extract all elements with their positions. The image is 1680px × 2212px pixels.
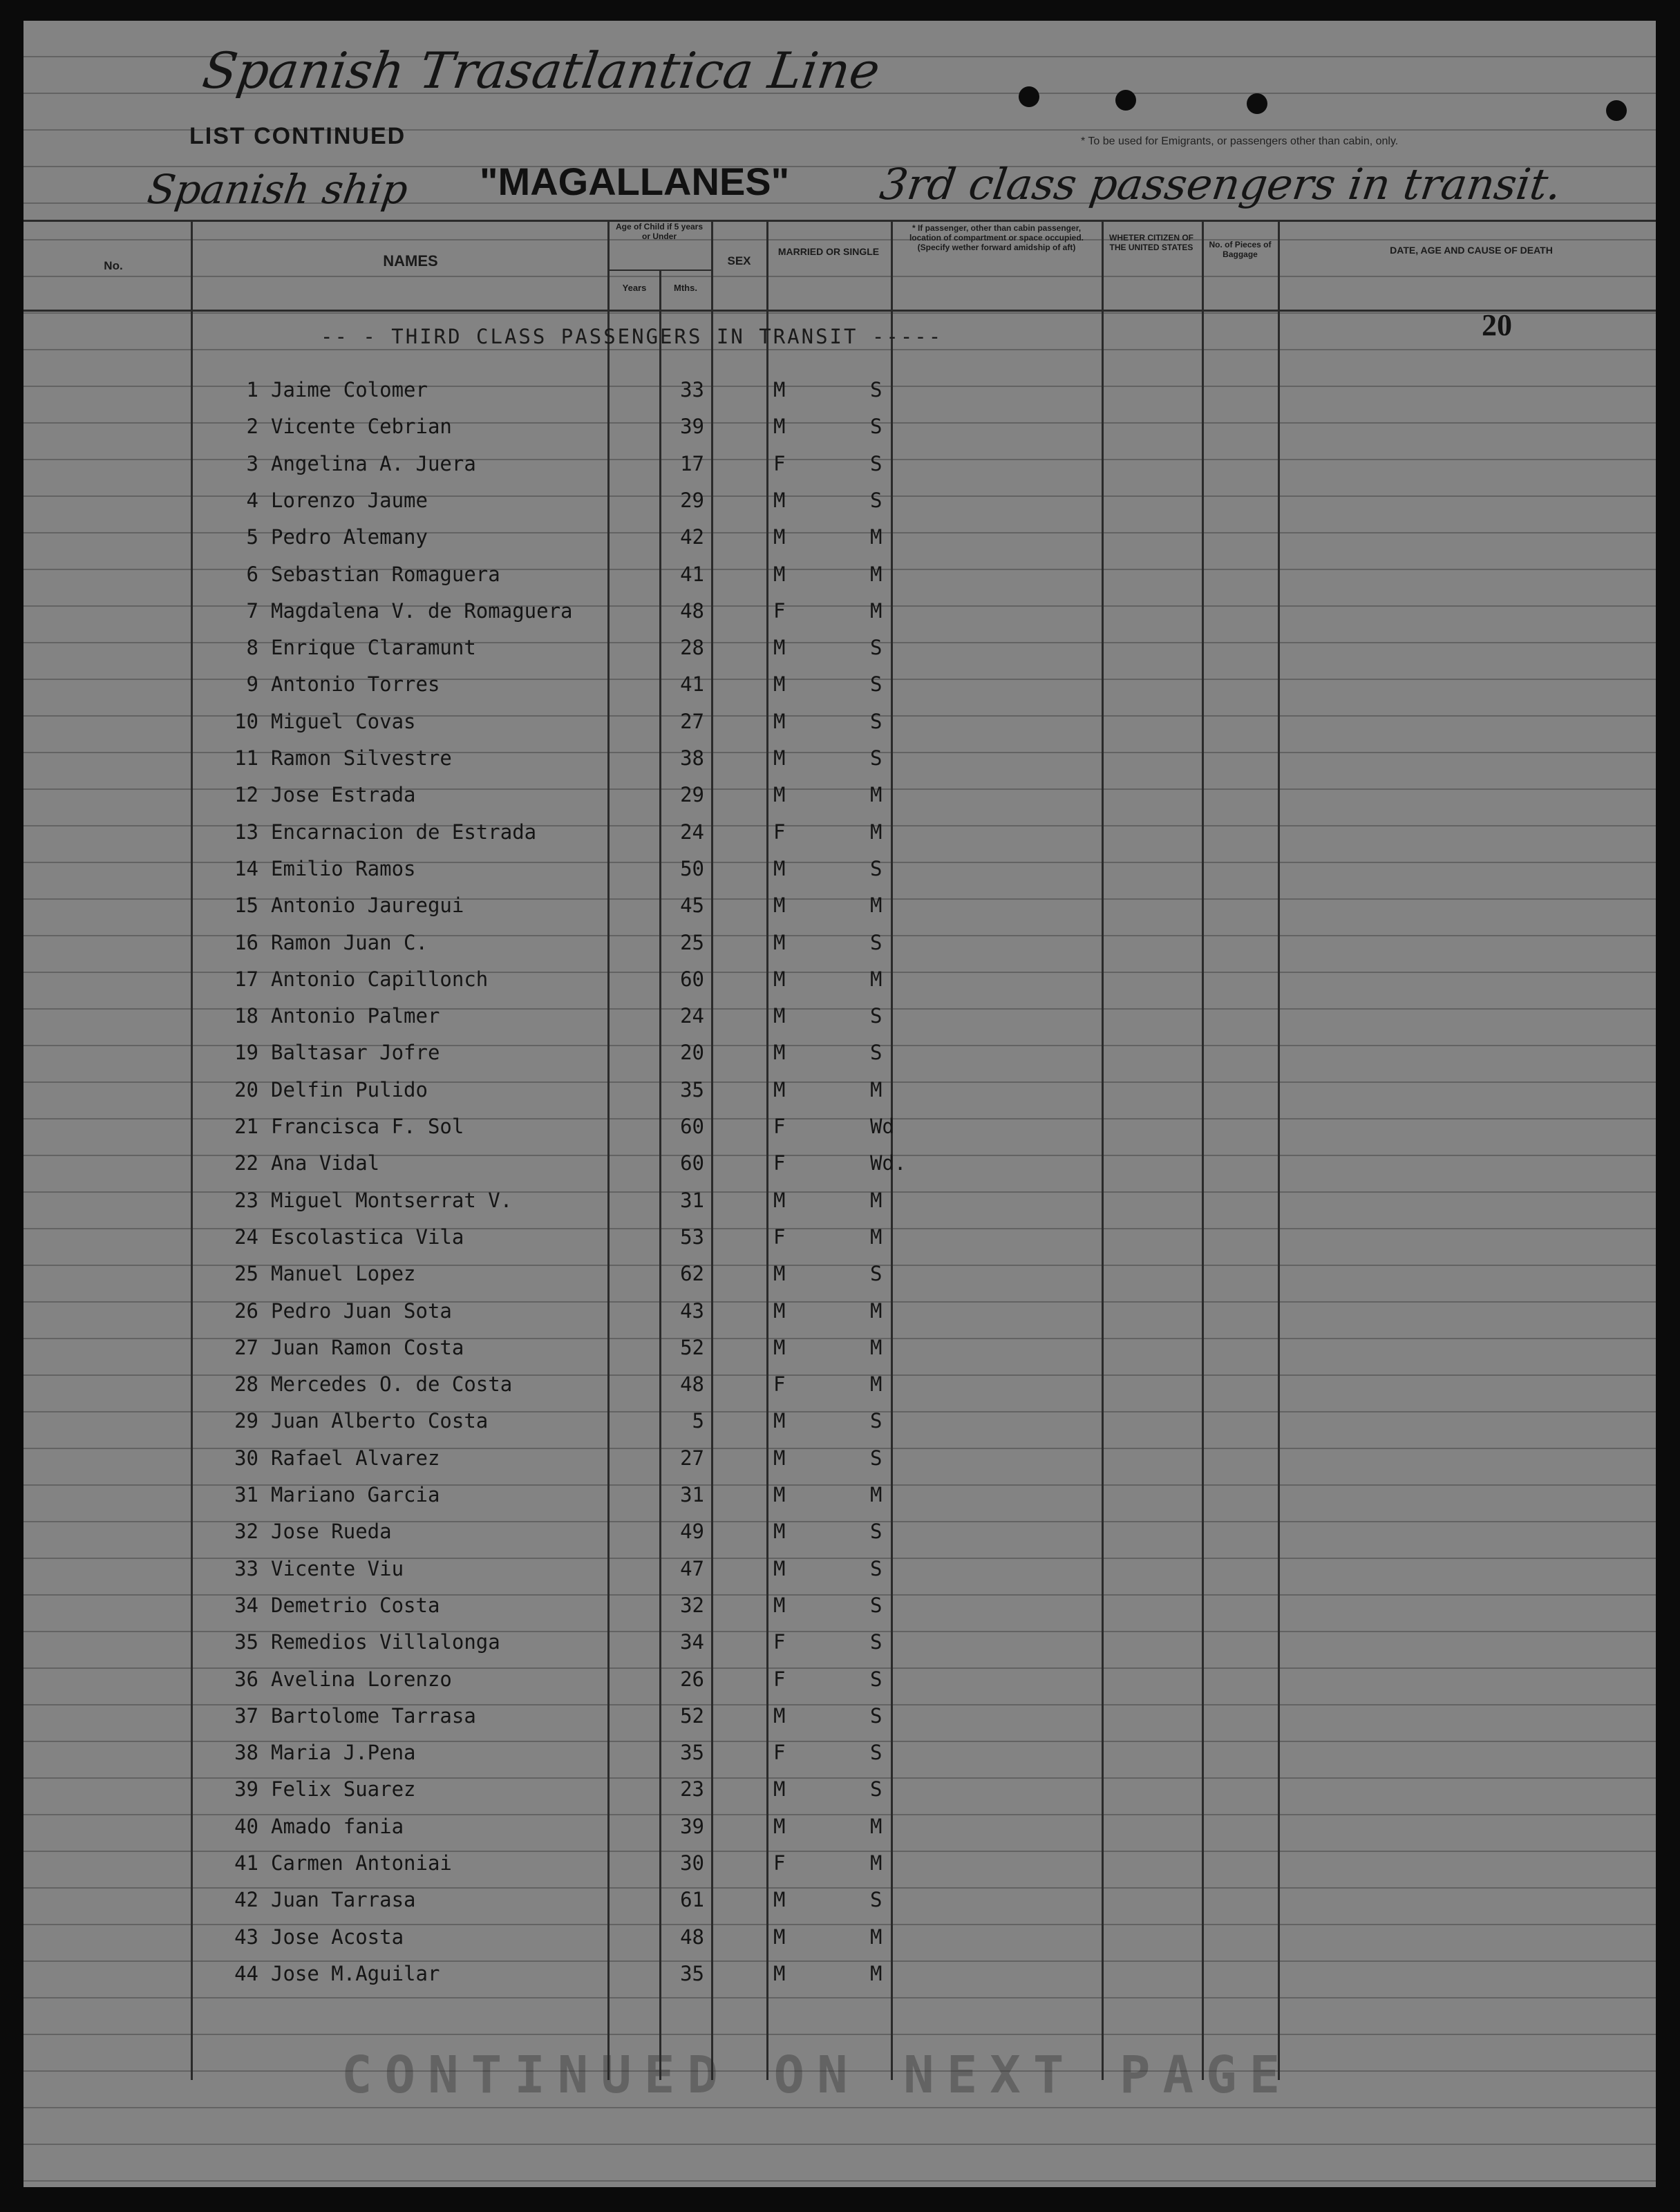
passenger-sex: M [773,1594,786,1617]
col-header-mths: Mths. [674,283,697,293]
marital-status: S [870,672,883,696]
table-row [23,1032,1656,1069]
table-row [23,1843,1656,1880]
row-number: 14 [234,857,258,880]
passenger-age: 26 [680,1667,704,1691]
table-row [23,444,1656,480]
marital-status: Wd. [870,1151,907,1175]
passenger-sex: M [773,931,786,954]
passenger-name: Miguel Montserrat V. [271,1189,513,1212]
passenger-name: Ana Vidal [271,1151,380,1175]
marital-status: M [870,894,883,917]
table-row [23,1732,1656,1769]
passenger-age: 35 [680,1741,704,1764]
passenger-age: 27 [680,1446,704,1470]
passenger-age: 30 [680,1851,704,1875]
passenger-sex: F [773,1372,786,1396]
handwritten-ship-label: Spanish ship [144,166,411,213]
passenger-sex: M [773,1962,786,1985]
table-top-rule [23,220,1656,222]
passenger-name: Pedro Alemany [271,525,428,549]
passenger-sex: F [773,1667,786,1691]
passenger-sex: M [773,1520,786,1543]
table-row [23,1364,1656,1401]
row-number: 19 [234,1041,258,1064]
passenger-sex: M [773,1299,786,1323]
passenger-name: Maria J.Pena [271,1741,416,1764]
punch-hole-icon [1247,93,1267,114]
table-row [23,1327,1656,1364]
row-number: 20 [234,1078,258,1102]
passenger-name: Avelina Lorenzo [271,1667,452,1691]
passenger-age: 47 [680,1557,704,1580]
marital-status: S [870,710,883,733]
passenger-age: 31 [680,1483,704,1506]
passenger-sex: F [773,452,786,475]
passenger-age: 27 [680,710,704,733]
punch-hole-icon [1606,100,1627,121]
passenger-age: 48 [680,599,704,623]
passenger-age: 39 [680,1815,704,1838]
passenger-age: 52 [680,1704,704,1728]
table-row [23,1438,1656,1475]
marital-status: S [870,489,883,512]
table-row [23,996,1656,1032]
passenger-age: 45 [680,894,704,917]
row-number: 37 [234,1704,258,1728]
passenger-age: 35 [680,1962,704,1985]
passenger-sex: M [773,1704,786,1728]
section-title: -- - THIRD CLASS PASSENGERS IN TRANSIT ----- [321,325,943,348]
passenger-name: Encarnacion de Estrada [271,820,537,844]
marital-status: M [870,783,883,806]
row-number: 30 [234,1446,258,1470]
passenger-name: Jose M.Aguilar [271,1962,440,1985]
passenger-sex: M [773,1262,786,1285]
passenger-sex: M [773,1041,786,1064]
marital-status: M [870,1483,883,1506]
row-number: 40 [234,1815,258,1838]
marital-status: M [870,1372,883,1396]
passenger-sex: M [773,1078,786,1102]
col-header-citizen: WHETER CITIZEN OF THE UNITED STATES [1109,233,1193,252]
row-number: 44 [234,1962,258,1985]
row-number: 43 [234,1925,258,1949]
passenger-age: 29 [680,783,704,806]
table-row [23,1696,1656,1732]
passenger-age: 39 [680,415,704,438]
row-number: 29 [234,1409,258,1433]
row-number: 13 [234,820,258,844]
row-number: 22 [234,1151,258,1175]
row-number: 33 [234,1557,258,1580]
passenger-name: Jose Estrada [271,783,416,806]
marital-status: M [870,1225,883,1249]
header-bottom-rule [23,310,1656,312]
table-row [23,1180,1656,1217]
passenger-name: Escolastica Vila [271,1225,464,1249]
col-header-sex: SEX [727,254,751,267]
col-header-baggage: No. of Pieces of Baggage [1209,240,1272,259]
row-number: 41 [234,1851,258,1875]
row-number: 18 [234,1004,258,1028]
row-number: 16 [234,931,258,954]
marital-status: S [870,1594,883,1617]
passenger-age: 24 [680,820,704,844]
passenger-age: 48 [680,1925,704,1949]
passenger-sex: M [773,563,786,586]
marital-status: S [870,1409,883,1433]
passenger-sex: F [773,1630,786,1654]
passenger-sex: M [773,1189,786,1212]
marital-status: S [870,1741,883,1764]
table-row [23,591,1656,627]
marital-status: M [870,1851,883,1875]
table-row [23,627,1656,664]
marital-status: M [870,599,883,623]
marital-status: S [870,931,883,954]
marital-status: M [870,1336,883,1359]
row-number: 7 [246,599,258,623]
passenger-age: 34 [680,1630,704,1654]
passenger-age: 60 [680,1115,704,1138]
marital-status: M [870,525,883,549]
passenger-name: Baltasar Jofre [271,1041,440,1064]
passenger-name: Sebastian Romaguera [271,563,500,586]
passenger-sex: M [773,783,786,806]
passenger-age: 62 [680,1262,704,1285]
table-row [23,1401,1656,1437]
marital-status: M [870,967,883,991]
passenger-name: Bartolome Tarrasa [271,1704,476,1728]
manifest-sheet [23,21,1656,2187]
passenger-sex: F [773,1115,786,1138]
table-row [23,1217,1656,1254]
passenger-age: 32 [680,1594,704,1617]
passenger-age: 61 [680,1888,704,1911]
passenger-age: 31 [680,1189,704,1212]
marital-status: S [870,1704,883,1728]
passenger-sex: M [773,1777,786,1801]
handwritten-class-note: 3rd class passengers in transit. [876,159,1565,209]
passenger-age: 20 [680,1041,704,1064]
marital-status: S [870,1888,883,1911]
marital-status: S [870,378,883,401]
passenger-age: 49 [680,1520,704,1543]
punch-hole-icon [1115,90,1136,111]
passenger-sex: M [773,967,786,991]
marital-status: M [870,1815,883,1838]
faded-stamp: CONTINUED ON NEXT PAGE [341,2045,1293,2105]
passenger-age: 53 [680,1225,704,1249]
table-row [23,554,1656,591]
row-number: 10 [234,710,258,733]
row-number: 24 [234,1225,258,1249]
row-number: 26 [234,1299,258,1323]
passenger-age: 43 [680,1299,704,1323]
passenger-age: 52 [680,1336,704,1359]
passenger-name: Felix Suarez [271,1777,416,1801]
table-row [23,370,1656,406]
table-row [23,1070,1656,1106]
passenger-name: Lorenzo Jaume [271,489,428,512]
marital-status: M [870,563,883,586]
marital-status: M [870,1189,883,1212]
table-row [23,1106,1656,1143]
passenger-name: Juan Tarrasa [271,1888,416,1911]
passenger-sex: M [773,1815,786,1838]
passenger-sex: F [773,820,786,844]
passenger-name: Manuel Lopez [271,1262,416,1285]
marital-status: S [870,1630,883,1654]
marital-status: S [870,1262,883,1285]
table-row [23,923,1656,959]
handwritten-line-name: Spanish Trasatlantica Line [199,41,884,100]
table-row [23,1585,1656,1622]
row-number: 6 [246,563,258,586]
row-number: 15 [234,894,258,917]
col-header-age: Age of Child if 5 years or Under [615,222,704,241]
table-row [23,812,1656,849]
marital-status: S [870,1557,883,1580]
list-continued-label: LIST CONTINUED [189,123,406,149]
row-number: 9 [246,672,258,696]
row-number: 2 [246,415,258,438]
table-row [23,1475,1656,1511]
passenger-sex: M [773,636,786,659]
table-row [23,517,1656,554]
ship-name: "MAGALLANES" [480,160,790,203]
marital-status: S [870,1777,883,1801]
passenger-age: 29 [680,489,704,512]
row-number: 1 [246,378,258,401]
table-row [23,406,1656,443]
passenger-age: 35 [680,1078,704,1102]
marital-status: S [870,1041,883,1064]
passenger-age: 50 [680,857,704,880]
passenger-name: Amado fania [271,1815,404,1838]
table-row [23,1622,1656,1658]
passenger-sex: M [773,857,786,880]
row-number: 4 [246,489,258,512]
passenger-name: Vicente Viu [271,1557,404,1580]
passenger-name: Antonio Capillonch [271,967,489,991]
row-number: 23 [234,1189,258,1212]
table-row [23,1549,1656,1585]
col-header-names: NAMES [383,252,438,270]
table-row [23,1769,1656,1806]
passenger-name: Miguel Covas [271,710,416,733]
row-number: 36 [234,1667,258,1691]
table-row [23,1659,1656,1696]
passenger-age: 23 [680,1777,704,1801]
passenger-name: Jose Acosta [271,1925,404,1949]
marital-status: S [870,746,883,770]
row-number: 28 [234,1372,258,1396]
passenger-sex: M [773,1336,786,1359]
row-number: 21 [234,1115,258,1138]
marital-status: M [870,1078,883,1102]
marital-status: M [870,1962,883,1985]
passenger-age: 38 [680,746,704,770]
passenger-name: Demetrio Costa [271,1594,440,1617]
row-number: 17 [234,967,258,991]
passenger-age: 24 [680,1004,704,1028]
passenger-name: Carmen Antoniai [271,1851,452,1875]
passenger-sex: M [773,672,786,696]
passenger-age: 60 [680,1151,704,1175]
passenger-sex: M [773,1925,786,1949]
row-number: 32 [234,1520,258,1543]
passenger-age: 48 [680,1372,704,1396]
passenger-age: 28 [680,636,704,659]
marital-status: S [870,1667,883,1691]
passenger-name: Francisca F. Sol [271,1115,464,1138]
passenger-name: Mercedes O. de Costa [271,1372,513,1396]
col-header-married: MARRIED OR SINGLE [777,246,880,257]
marital-status: S [870,452,883,475]
passenger-name: Ramon Silvestre [271,746,452,770]
table-row [23,701,1656,738]
row-number: 12 [234,783,258,806]
table-row [23,1954,1656,1990]
passenger-sex: F [773,1225,786,1249]
passenger-name: Delfin Pulido [271,1078,428,1102]
col-header-location: * If passenger, other than cabin passenger, location of compartment or space occupied. (Specify wether forward amidship of aft) [909,223,1084,252]
table-row [23,775,1656,811]
passenger-sex: M [773,710,786,733]
passenger-name: Rafael Alvarez [271,1446,440,1470]
passenger-sex: M [773,1446,786,1470]
passenger-sex: M [773,378,786,401]
marital-status: M [870,820,883,844]
row-number: 42 [234,1888,258,1911]
passenger-sex: F [773,1741,786,1764]
top-note: * To be used for Emigrants, or passengers other than cabin, only. [1081,135,1399,147]
passenger-name: Emilio Ramos [271,857,416,880]
marital-status: M [870,1299,883,1323]
passenger-name: Remedios Villalonga [271,1630,500,1654]
row-number: 8 [246,636,258,659]
table-row [23,885,1656,922]
table-row [23,1880,1656,1916]
passenger-sex: M [773,1409,786,1433]
table-row [23,1806,1656,1843]
table-row [23,849,1656,885]
passenger-name: Pedro Juan Sota [271,1299,452,1323]
table-row [23,1291,1656,1327]
col-header-years: Years [622,283,647,293]
table-row [23,959,1656,996]
passenger-name: Antonio Palmer [271,1004,440,1028]
passenger-sex: M [773,746,786,770]
marital-status: S [870,415,883,438]
row-number: 39 [234,1777,258,1801]
passenger-name: Magdalena V. de Romaguera [271,599,573,623]
passenger-name: Antonio Jauregui [271,894,464,917]
row-number: 27 [234,1336,258,1359]
marital-status: Wd [870,1115,894,1138]
passenger-sex: M [773,1888,786,1911]
passenger-sex: M [773,894,786,917]
passenger-name: Enrique Claramunt [271,636,476,659]
marital-status: S [870,636,883,659]
row-number: 38 [234,1741,258,1764]
row-number: 31 [234,1483,258,1506]
passenger-name: Angelina A. Juera [271,452,476,475]
passenger-sex: M [773,1004,786,1028]
passenger-age: 41 [680,672,704,696]
page-number: 20 [1482,308,1512,342]
passenger-sex: M [773,489,786,512]
passenger-sex: F [773,1151,786,1175]
passenger-sex: F [773,599,786,623]
passenger-sex: M [773,415,786,438]
passenger-name: Ramon Juan C. [271,931,428,954]
table-row [23,480,1656,517]
passenger-sex: M [773,1483,786,1506]
marital-status: M [870,1925,883,1949]
marital-status: S [870,1520,883,1543]
marital-status: S [870,1004,883,1028]
marital-status: S [870,857,883,880]
table-row [23,1511,1656,1548]
punch-hole-icon [1019,86,1039,107]
passenger-age: 42 [680,525,704,549]
row-number: 5 [246,525,258,549]
passenger-name: Antonio Torres [271,672,440,696]
table-row [23,1917,1656,1954]
table-row [23,1254,1656,1290]
passenger-sex: M [773,525,786,549]
col-header-no: No. [104,259,123,272]
row-number: 25 [234,1262,258,1285]
passenger-name: Juan Alberto Costa [271,1409,489,1433]
passenger-name: Mariano Garcia [271,1483,440,1506]
table-row [23,738,1656,775]
passenger-name: Jose Rueda [271,1520,392,1543]
passenger-age: 17 [680,452,704,475]
passenger-age: 5 [692,1409,704,1433]
passenger-name: Jaime Colomer [271,378,428,401]
row-number: 11 [234,746,258,770]
col-header-death: DATE, AGE AND CAUSE OF DEATH [1390,245,1553,256]
passenger-name: Vicente Cebrian [271,415,452,438]
passenger-sex: F [773,1851,786,1875]
row-number: 3 [246,452,258,475]
row-number: 35 [234,1630,258,1654]
marital-status: S [870,1446,883,1470]
table-row [23,664,1656,701]
passenger-age: 33 [680,378,704,401]
passenger-name: Juan Ramon Costa [271,1336,464,1359]
table-row [23,1143,1656,1180]
passenger-age: 41 [680,563,704,586]
row-number: 34 [234,1594,258,1617]
passenger-sex: M [773,1557,786,1580]
passenger-age: 25 [680,931,704,954]
passenger-age: 60 [680,967,704,991]
